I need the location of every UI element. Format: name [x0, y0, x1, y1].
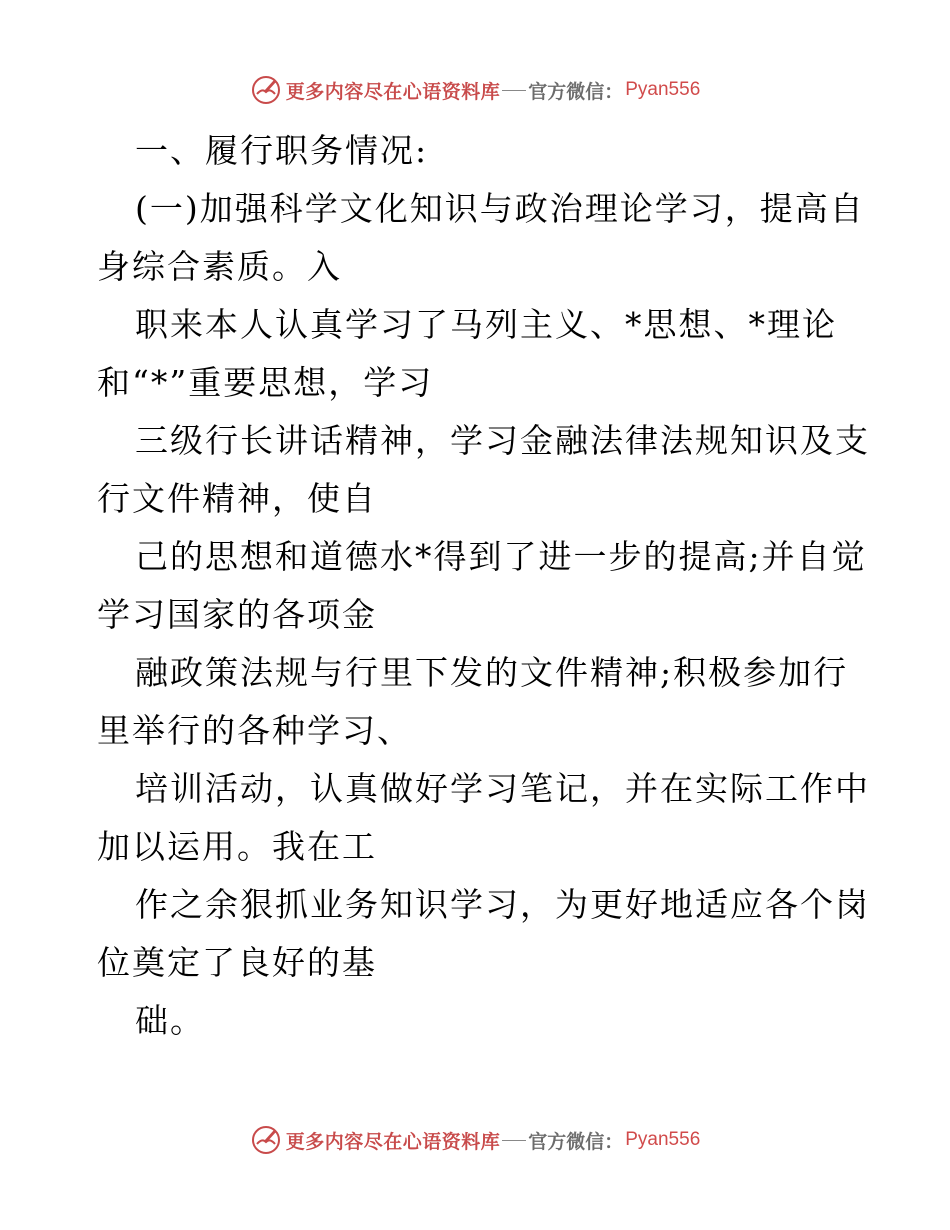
header-banner-wechat-id: Pyan556 — [625, 79, 701, 100]
paragraph-line: 础。 — [135, 1001, 205, 1040]
header-banner-dash — [502, 90, 526, 91]
header-banner — [0, 70, 950, 110]
paragraph-line: 职来本人认真学习了马列主义、*思想、*理论 — [135, 305, 837, 344]
paragraph-line: 和“*”重要思想，学习 — [97, 363, 434, 402]
paragraph-line: 加以运用。我在工 — [97, 827, 377, 866]
paragraph-line: 己的思想和道德水*得到了进一步的提高;并自觉 — [135, 537, 867, 576]
paragraph-line: (一)加强科学文化知识与政治理论学习，提高自 — [135, 189, 865, 228]
section-heading: 一、履行职务情况: — [135, 131, 429, 170]
header-banner-text: 更多内容尽在心语资料库 — [285, 80, 501, 103]
paragraph-line: 里举行的各种学习、 — [97, 711, 412, 750]
paragraph-line: 位奠定了良好的基 — [97, 943, 377, 982]
paragraph-line: 学习国家的各项金 — [97, 595, 377, 634]
paragraph-line: 三级行长讲话精神，学习金融法律法规知识及支 — [135, 421, 870, 460]
footer-banner-wechat-id: Pyan556 — [625, 1129, 701, 1150]
footer-banner-dash — [502, 1140, 526, 1141]
header-banner-official: 官方微信： — [528, 80, 624, 103]
paragraph-line: 身综合素质。入 — [97, 247, 342, 286]
footer-banner-official: 官方微信： — [528, 1130, 624, 1153]
footer-banner-text: 更多内容尽在心语资料库 — [285, 1130, 501, 1153]
paragraph-line: 作之余狠抓业务知识学习，为更好地适应各个岗 — [135, 885, 870, 924]
document-body — [97, 122, 870, 1050]
book-pen-logo-icon — [250, 74, 282, 106]
paragraph-line: 融政策法规与行里下发的文件精神;积极参加行 — [135, 653, 849, 692]
book-pen-logo-icon — [250, 1124, 282, 1156]
footer-banner — [0, 1120, 950, 1160]
paragraph-line: 培训活动，认真做好学习笔记，并在实际工作中 — [135, 769, 870, 808]
paragraph-line: 行文件精神，使自 — [97, 479, 377, 518]
